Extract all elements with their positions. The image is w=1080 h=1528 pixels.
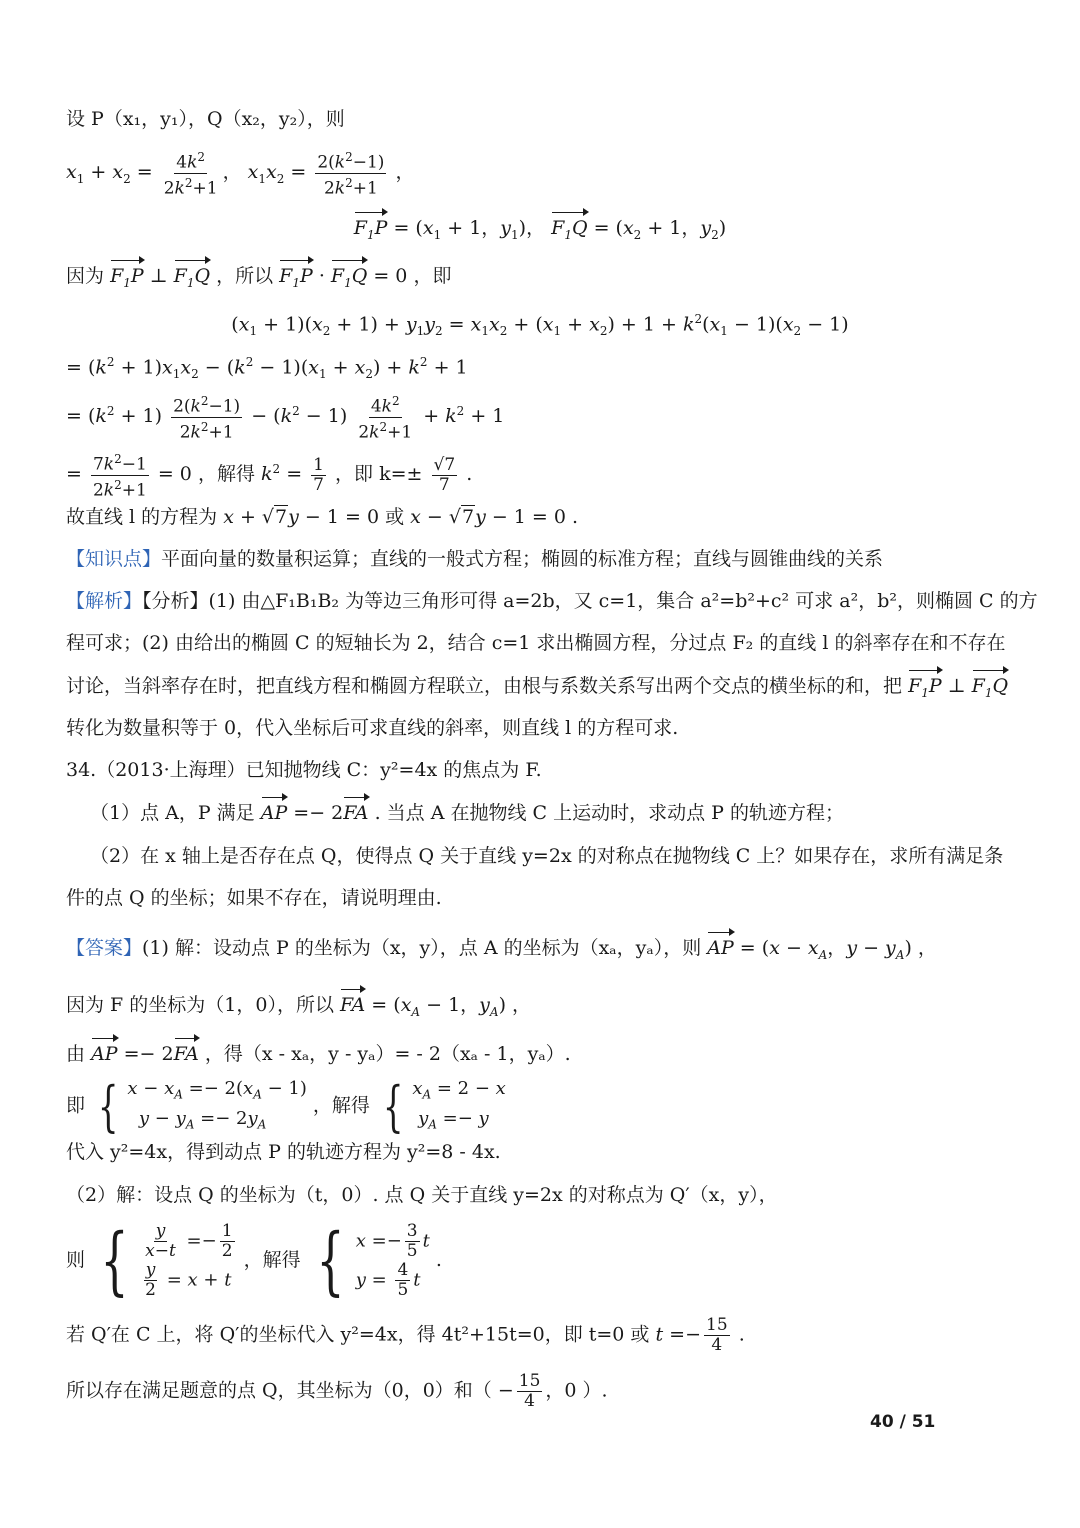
line-step1: = $(k^2 + 1)x_1x_2 - (k^2 - 1)(x_1 + x_2) + k^2 + 1$ [66,355,468,382]
line-set-points: 设 P（x₁，y₁），Q（x₂，y₂），则 [66,108,345,130]
question-34-part1: （1）点 A，P 满足 AP =− 2FA . 当点 A 在抛物线 C 上运动时，求动点 P 的轨迹方程； [90,799,844,827]
page-number: 40 / 51 [870,1412,936,1432]
knowledge-tag: 【知识点】 [66,548,162,570]
question-34-part2-cont: 件的点 Q 的坐标；如果不存在，请说明理由. [66,887,442,909]
question-34-part2: （2）在 x 轴上是否存在点 Q，使得点 Q 关于直线 y=2x 的对称点在抛物线 C 上？如果存在，求所有满足条 [90,845,1004,867]
analysis-tag: 【解析】 [66,590,143,612]
line-analysis-1: 【解析】【分析】(1) 由△F₁B₁B₂ 为等边三角形可得 a=2b，又 c=1，集合 a²=b²+c² 可求 a²，b²，则椭圆 C 的方 [66,590,1038,612]
line-step2: = $(k^2 + 1)$ $\frac{2(k^2-1)}{2k^2+1}$ − $(k^2 - 1)$ $\frac{4k^2}{2k^2+1}$ + $k^2 + 1$ [66,394,505,443]
answer-line-system-2: 则 { $\frac{y}{x-t}$ =− $\frac{1}{2}$ $\frac{y}{2}$ = x + t ，解得 { x =− $\frac{3}{5}$ t y = $\frac{4}{5}$ t . [66,1218,442,1304]
line-solve-k: = $\frac{7k^2-1}{2k^2+1}$ = 0 ，解得 $k^2$ = $\frac{1}{7}$ ，即 k=± $\frac{√7}{7}$ . [66,452,473,501]
answer-line-3: 由 AP =− 2FA ，得（x - xₐ，y - yₐ）= - 2（xₐ - 1，yₐ）. [66,1040,571,1068]
line-analysis-3: 讨论，当斜率存在时，把直线方程和椭圆方程联立，由根与系数关系写出两个交点的横坐标的和，把 $F_1P$ ⊥ $F_1Q$ [66,672,1008,707]
answer-line-9: 所以存在满足题意的点 Q，其坐标为（0，0）和（ − $\frac{15}{4}$ ，0 ）. [66,1371,608,1411]
line-line-equation: 故直线 l 的方程为 x + √7y − 1 = 0 或 x − √7y − 1 = 0 . [66,506,579,528]
line-vectors: $F_1P = (x_1 + 1$，$y_1$)， $F_1Q = (x_2 + 1$，$y_2$) [0,214,1080,249]
answer-line-8: 若 Q′在 C 上，将 Q′的坐标代入 y²=4x，得 4t²+15t=0，即 t=0 或 t =− $\frac{15}{4}$ . [66,1315,745,1355]
answer-line-5: 代入 y²=4x，得到动点 P 的轨迹方程为 y²=8 - 4x. [66,1141,501,1163]
line-expand: $(x_1 + 1)(x_2 + 1) + y_1y_2 = x_1x_2 + (x_1 + x_2) + 1 + k^2(x_1 - 1)(x_2 - 1)$ [231,312,849,339]
line-analysis-2: 程可求；(2) 由给出的椭圆 C 的短轴长为 2，结合 c=1 求出椭圆方程，分过点 F₂ 的直线 l 的斜率存在和不存在 [66,632,1006,654]
line-knowledge-point: 【知识点】平面向量的数量积运算；直线的一般式方程；椭圆的标准方程；直线与圆锥曲线的关系 [66,548,884,570]
answer-line-1: 【答案】(1) 解：设动点 P 的坐标为（x，y），点 A 的坐标为（xₐ，yₐ），则 AP = ($x - x_A$，$y - y_A$) ， [66,934,937,969]
answer-line-6: （2）解：设点 Q 的坐标为（t，0）. 点 Q 关于直线 y=2x 的对称点为 Q′（x，y）， [66,1184,778,1206]
line-vieta: $x_1 + x_2$ = $\frac{4k^2}{2k^2+1}$ ， $x_1x_2$ = $\frac{2(k^2-1)}{2k^2+1}$ ， [66,150,415,199]
answer-tag: 【答案】 [66,937,143,959]
answer-line-2: 因为 F 的坐标为（1，0），所以 FA = ($x_A - 1$，$y_A$) ， [66,991,531,1026]
line-perpendicular: 因为 $F_1P$ ⊥ $F_1Q$ ，所以 $F_1P \cdot F_1Q = 0$ ，即 [66,262,451,297]
line-analysis-4: 转化为数量积等于 0，代入坐标后可求直线的斜率，则直线 l 的方程可求. [66,717,679,739]
answer-line-system-1: 即 { $x - x_A =- 2(x_A - 1)$ $y - y_A =- 2y_A$ ，解得 { $x_A = 2 - x$ $y_A =- y$ [66,1074,506,1138]
question-34-title: 34.（2013·上海理）已知抛物线 C：y²=4x 的焦点为 F. [66,759,542,781]
